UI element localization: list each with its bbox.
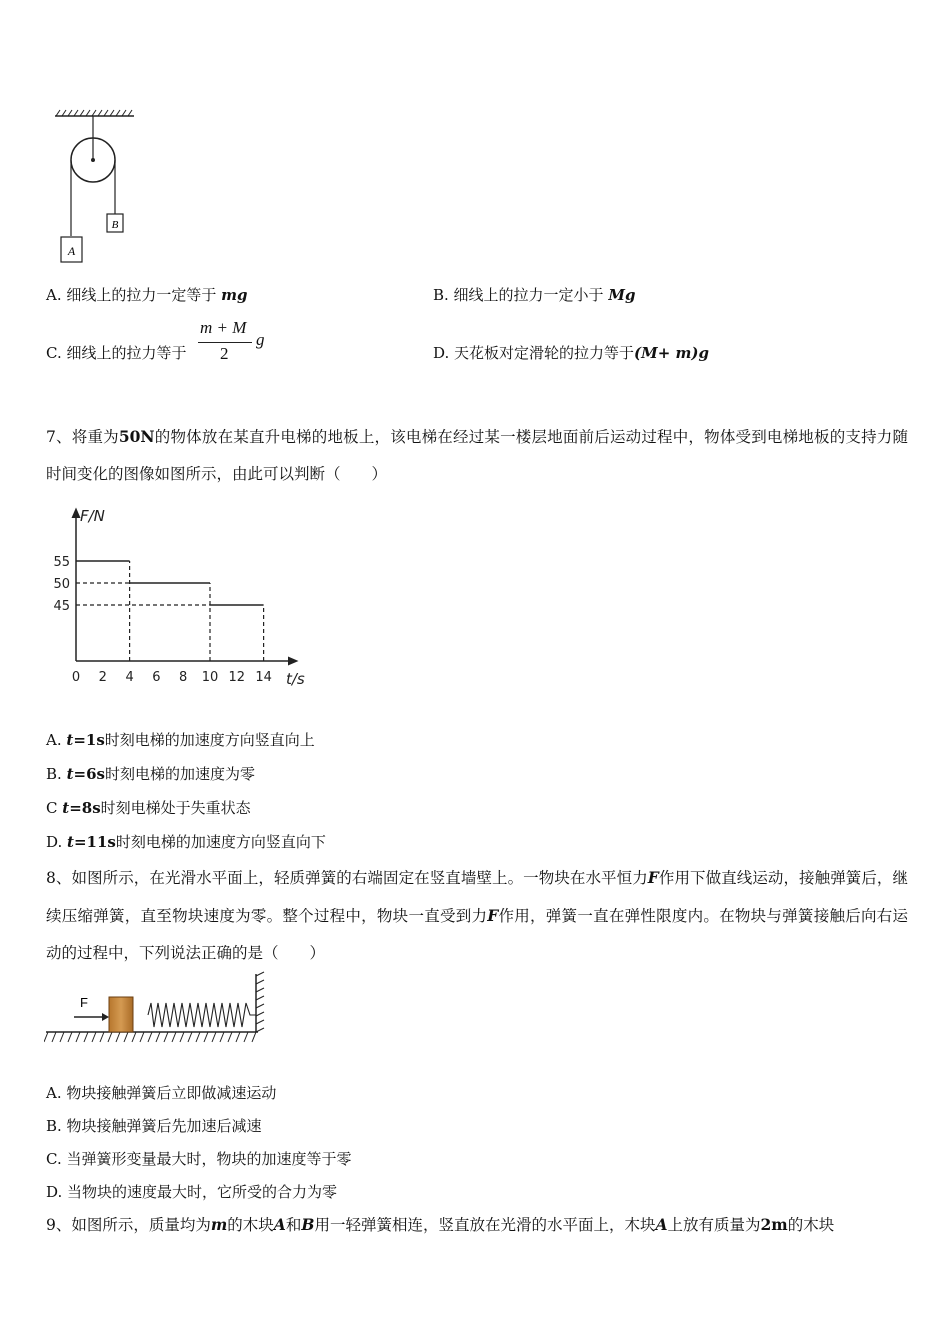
q6-option-a-value: mg	[221, 286, 248, 304]
q8-option-a[interactable]: A. 物块接触弹簧后立即做减速运动	[46, 1084, 277, 1102]
q8-stem-part: 8、如图所示，在光滑水平面上，轻质弹簧的右端固定在竖直墙壁上。一物块在水平恒力	[46, 869, 648, 887]
q6-option-b[interactable]	[433, 284, 635, 306]
y-tick-label: 50	[53, 577, 70, 592]
q7-weight: 50N	[118, 427, 155, 446]
x-tick-label: 14	[255, 670, 272, 685]
pulley-figure	[50, 108, 140, 268]
mass-var: m	[210, 1215, 228, 1234]
option-text: 时刻电梯的加速度方向竖直向上	[104, 731, 315, 749]
x-tick-label: 10	[201, 670, 219, 685]
q6-option-d[interactable]	[433, 342, 709, 364]
x-tick-label: 2	[98, 670, 107, 685]
fraction-numerator: m + M	[200, 318, 247, 337]
mass-value: 2m	[760, 1215, 788, 1234]
time-var: t	[62, 799, 70, 817]
option-letter: A.	[46, 731, 67, 749]
q7-option-b[interactable]	[46, 763, 255, 785]
q9-stem-part: 用一轻弹簧相连，竖直放在光滑的水平面上，木块	[314, 1216, 656, 1234]
q8-option-c[interactable]: C. 当弹簧形变量最大时，物块的加速度等于零	[46, 1150, 352, 1168]
q7-option-d[interactable]	[46, 831, 326, 853]
x-tick-label: 6	[152, 670, 161, 685]
q9-stem-part: 9、如图所示，质量均为	[46, 1216, 211, 1234]
option-letter: B.	[46, 765, 67, 783]
block-b-label: B	[111, 219, 119, 231]
y-tick-label: 45	[53, 599, 70, 614]
q8-stem-part: 作用，弹簧一直在弹性限度内。在物块与弹簧接触后向右运动的过程中，下列说法正确的是（ ）	[46, 907, 908, 962]
q9-stem-part: 和	[285, 1216, 302, 1234]
block-a-var: A	[655, 1215, 668, 1234]
block-a-label: A	[67, 244, 76, 258]
q6-option-a[interactable]	[46, 284, 248, 306]
time-var: t	[66, 765, 74, 783]
q8-stem-part: 作用下做直线运动，接触弹簧后，继续压缩弹簧，直至物块速度为零。整个过程中，物块一直受到力	[46, 869, 908, 925]
q6-option-d-text: D. 天花板对定滑轮的拉力等于	[433, 344, 635, 362]
time-value: =6s	[73, 765, 105, 783]
q7-stem-part: 的物体放在某直升电梯的地板上，该电梯在经过某一楼层地面前后运动过程中，物体受到电梯地板的支持力随时间变化的图像如图所示，由此可以判断（ ）	[46, 428, 908, 483]
time-var: t	[67, 833, 74, 851]
force-var: F	[487, 906, 499, 925]
option-text: 时刻电梯的加速度为零	[104, 765, 255, 783]
fraction-denominator: 2	[220, 344, 229, 363]
x-tick-label: 0	[71, 670, 81, 685]
option-text: 时刻电梯的加速度方向竖直向下	[115, 833, 326, 851]
spring-block-figure	[44, 970, 270, 1050]
q6-option-c[interactable]	[46, 318, 286, 370]
q9-stem-part: 上放有质量为	[667, 1216, 761, 1234]
x-tick-label: 4	[125, 670, 134, 685]
q6-option-b-text: B. 细线上的拉力一定小于	[433, 286, 609, 304]
q6-option-d-value: (M+ m)g	[634, 344, 709, 362]
force-var: F	[647, 868, 659, 887]
q7-stem-part: 7、将重为	[46, 428, 119, 446]
time-value: =11s	[73, 833, 116, 851]
time-value: =1s	[73, 731, 105, 749]
q6-option-c-text: C. 细线上的拉力等于	[46, 344, 187, 362]
y-axis-label: F/N	[80, 507, 105, 525]
q9-stem	[46, 1214, 834, 1236]
x-axis-label: t/s	[286, 670, 305, 688]
time-value: =8s	[69, 799, 101, 817]
option-letter: C	[46, 799, 63, 817]
q7-option-c[interactable]	[46, 797, 251, 819]
q9-stem-part: 的木块	[227, 1216, 274, 1234]
force-label: F	[80, 995, 88, 1010]
option-text: 时刻电梯处于失重状态	[100, 799, 251, 817]
fraction-suffix-g: g	[256, 330, 265, 349]
q7-stem	[46, 418, 908, 493]
fraction-bar	[198, 342, 252, 343]
q6-option-a-text: A. 细线上的拉力一定等于	[46, 286, 222, 304]
q7-option-a[interactable]	[46, 729, 315, 751]
force-time-chart	[40, 500, 330, 695]
block-b-var: B	[301, 1215, 315, 1234]
q8-stem	[46, 859, 908, 972]
option-letter: D.	[46, 833, 68, 851]
time-var: t	[66, 731, 74, 749]
y-tick-label: 55	[53, 555, 70, 570]
x-tick-label: 8	[179, 670, 188, 685]
q6-option-b-value: Mg	[608, 286, 636, 304]
q8-option-d[interactable]: D. 当物块的速度最大时，它所受的合力为零	[46, 1183, 338, 1201]
x-tick-label: 12	[228, 670, 246, 685]
block-a-var: A	[273, 1215, 286, 1234]
q9-stem-part: 的木块	[787, 1216, 835, 1234]
q8-option-b[interactable]: B. 物块接触弹簧后先加速后减速	[46, 1117, 262, 1135]
